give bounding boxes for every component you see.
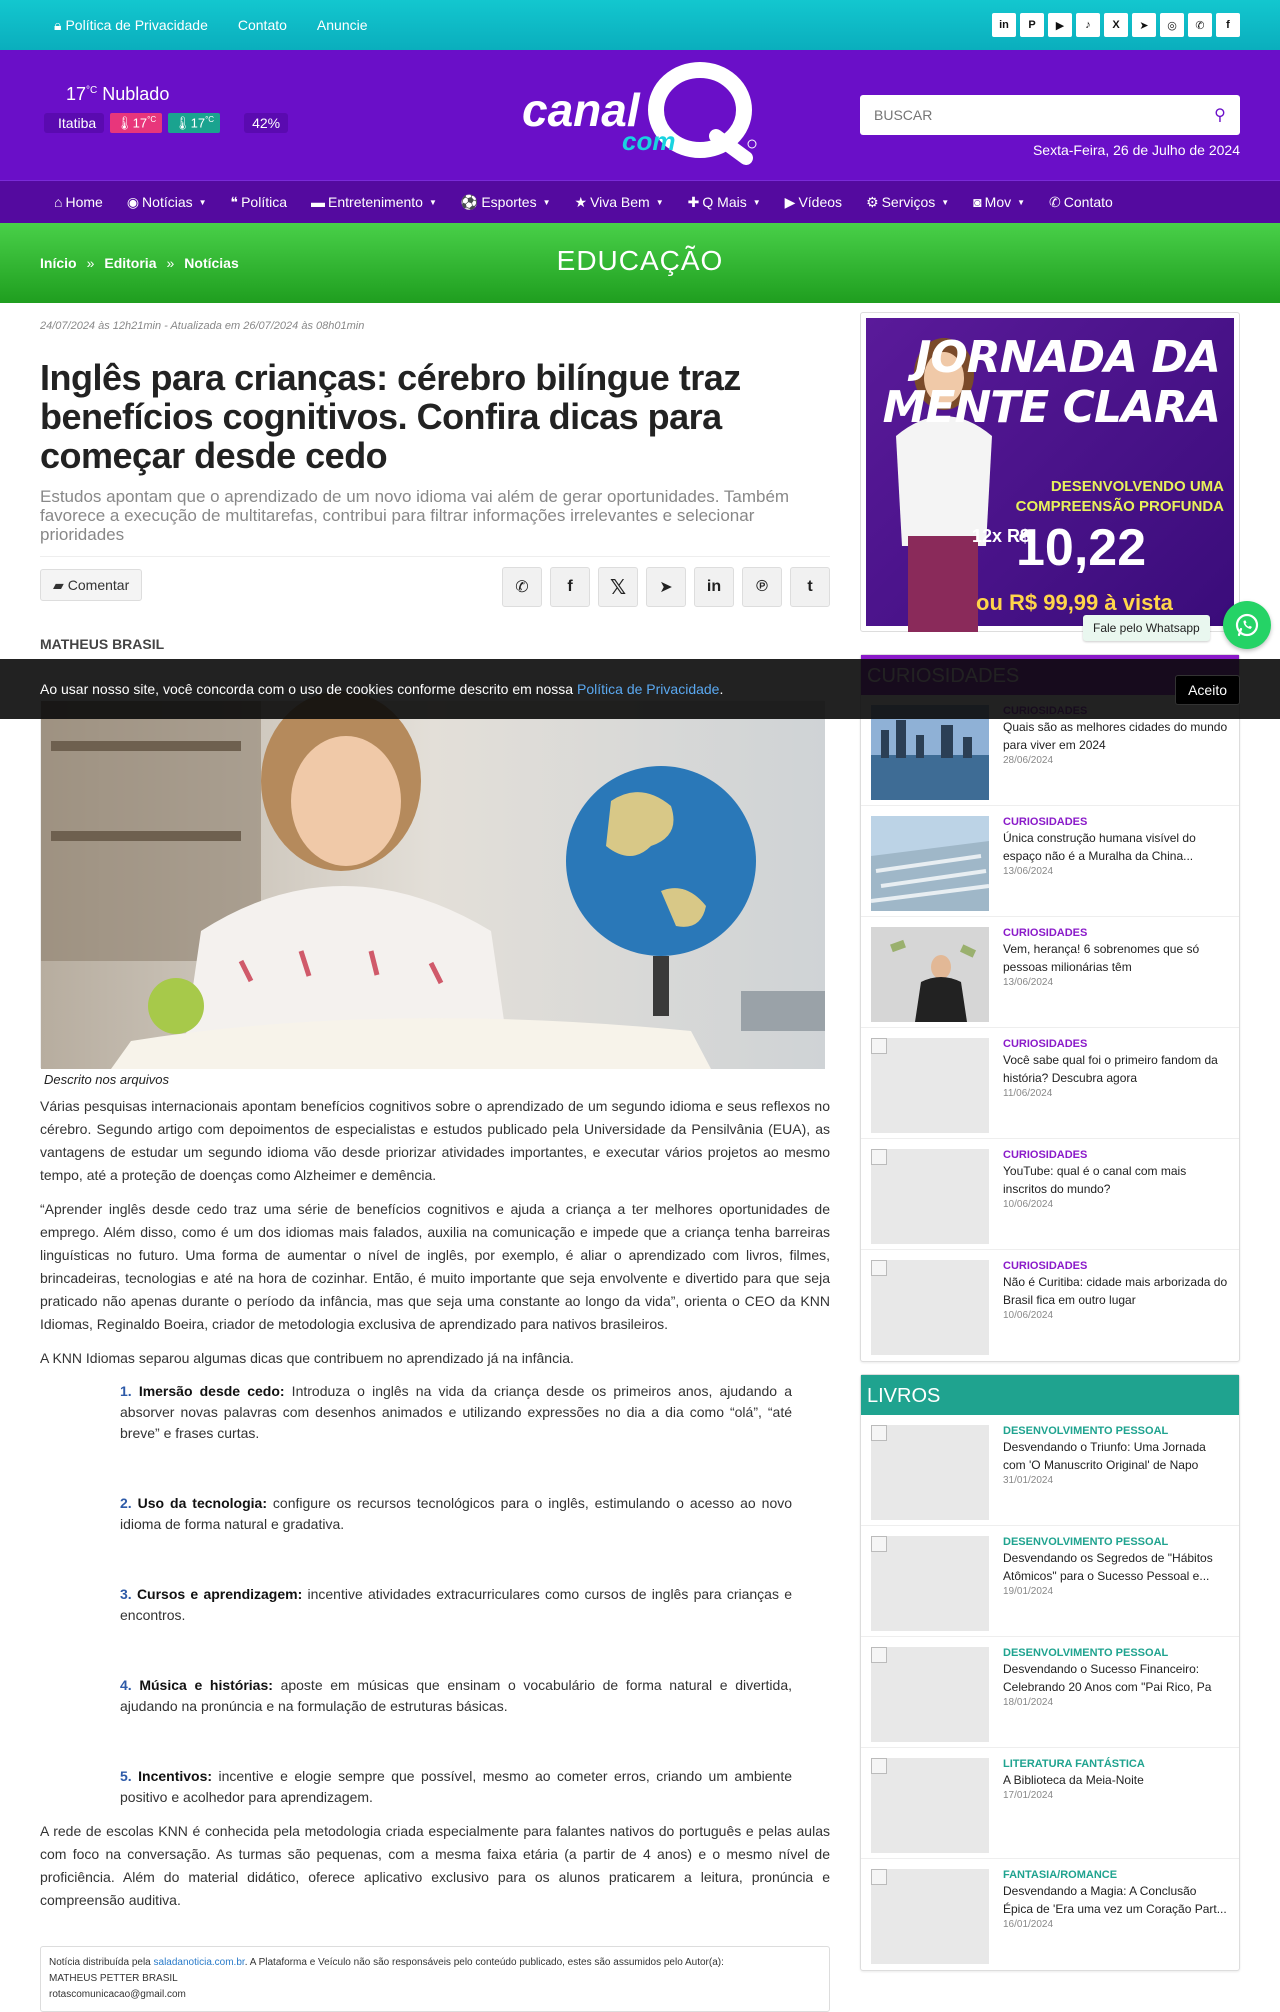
item-category: CURIOSIDADES — [1003, 1260, 1088, 1272]
x-icon: 𝕏 — [609, 576, 627, 599]
thumbnail — [871, 1647, 989, 1742]
item-date: 16/01/2024 — [1003, 1919, 1054, 1930]
list-item[interactable] — [861, 1637, 1239, 1748]
paragraph: A rede de escolas KNN é conhecida pela metodologia criada especialmente para falantes nativos do português e pelas aulas com foco na conversação. As turmas são pequenas, com a mesma faixa etária (a partir de 4 anos) e o mesmo nível de proficiência. Além do material didático, oferece aplicativo exclusivo para os alunos praticarem a leitura, pronúncia e compreensão auditiva. — [40, 1823, 830, 1908]
site-header — [0, 50, 1280, 180]
tiktok-icon[interactable]: ♪ — [1076, 13, 1100, 37]
pinterest-icon[interactable]: P — [1020, 13, 1044, 37]
search-icon: ⚲ — [1214, 107, 1226, 124]
main-nav — [0, 180, 1280, 223]
thumbnail — [871, 816, 989, 911]
tip-item: 5. Incentivos: incentive e elogie sempre que possível, mesmo ao cometer erros, criando um ambiente positivo e acolhedor para aprendizagem. — [120, 1768, 793, 1805]
list-item[interactable] — [861, 917, 1239, 1028]
tip-item: 2. Uso da tecnologia: configure os recursos tecnológicos para o inglês, estimulando o acesso ao novo idioma de forma natural e gradativa. — [120, 1495, 793, 1532]
nav-item-entretenimento[interactable]: ▬ Entretenimento ▼ — [311, 194, 437, 210]
search-input[interactable] — [860, 95, 1200, 135]
article-meta: 24/07/2024 às 12h21min - Atualizada em 26/07/2024 às 08h01min — [40, 320, 365, 332]
advertise-link[interactable]: Anuncie — [316, 17, 368, 33]
caret-down-icon: ▼ — [542, 197, 551, 207]
item-date: 10/06/2024 — [1003, 1199, 1054, 1210]
gear-icon: ⚙ — [866, 193, 879, 210]
item-category: DESENVOLVIMENTO PESSOAL — [1003, 1536, 1169, 1548]
paragraph: “Aprender inglês desde cedo traz uma série de benefícios cognitivos e ajuda a criança a ter melhores oportunidades de emprego. Além disso, como é um dos idiomas mais falados, auxilia na comunicação e impede que a criança tenha barreiras linguísticas no futuro. Uma forma de aumentar o nível de inglês, por exemplo, é aliar o aprendizado com livros, filmes, brincadeiras, tecnologias e até na hora de cozinhar. Então, é muito importante que seja envolvente e divertido para que seja praticado não apenas durante o período da infância, mas que seja uma constante ao longo da vida”, orienta o CEO da KNN Idiomas, Reginaldo Boeira, criador de metodologia exclusiva de aprendizado para nativos brasileiros. — [40, 1201, 830, 1332]
item-date: 17/01/2024 — [1003, 1790, 1054, 1801]
item-title[interactable]: Desvendando a Magia: A Conclusão Épica de 'Era uma vez um Coração Part... — [1003, 1884, 1227, 1916]
search-box — [860, 95, 1240, 135]
whatsapp-icon: ✆ — [515, 579, 529, 596]
paragraph: Várias pesquisas internacionais apontam benefícios cognitivos sobre o aprendizado de um segundo idioma e seus reflexos no cérebro. Segundo artigo com depoimentos de especialistas e estudos publicado pela Universidade da Pensilvânia (EUA), as vantagens de estudar um segundo idioma vão desde priorizar atividades importantes, e executar vários projetos ao mesmo tempo, até a proteção de doenças como Alzheimer e demência. — [40, 1098, 830, 1183]
privacy-link[interactable]: 🔒︎ Política de Privacidade — [54, 16, 208, 33]
share-x-button[interactable] — [598, 567, 638, 607]
telegram-icon[interactable]: ➤ — [1132, 13, 1156, 37]
item-title[interactable]: Desvendando o Sucesso Financeiro: Celebrando 20 Anos com "Pai Rico, Pa — [1003, 1662, 1212, 1694]
sidebar — [860, 312, 1240, 1971]
nav-item-videos[interactable]: ▶ Vídeos — [784, 193, 843, 210]
x-icon[interactable]: X — [1104, 13, 1128, 37]
thumbnail — [871, 927, 989, 1022]
item-title[interactable]: Não é Curitiba: cidade mais arborizada do Brasil fica em outro lugar — [1003, 1275, 1228, 1307]
thumbnail — [871, 1869, 989, 1964]
article-subtitle: Estudos apontam que o aprendizado de um novo idioma vai além de gerar oportunidades. Também favorece a execução de multitarefas, contribui para filtrar informações irrelevantes e selecionar prioridades — [40, 487, 790, 544]
article — [40, 312, 830, 2012]
paragraph: A KNN Idiomas separou algumas dicas que contribuem no aprendizado já na infância. — [40, 1350, 574, 1366]
broken-image-icon — [871, 1536, 887, 1552]
play-icon: ▶ — [784, 193, 796, 210]
instagram-icon[interactable]: ◎ — [1160, 13, 1184, 37]
nav-item-mov[interactable]: ◙ Mov ▼ — [973, 194, 1026, 210]
share-telegram-button[interactable] — [646, 567, 686, 607]
tumblr-icon: t — [807, 578, 813, 595]
nav-item-viva-bem[interactable]: ★ Viva Bem ▼ — [574, 193, 664, 210]
broken-image-icon — [871, 1038, 887, 1054]
quote-icon: ❝ — [230, 193, 239, 210]
broken-image-icon — [871, 1647, 887, 1663]
cookie-privacy-link[interactable]: Política de Privacidade — [577, 681, 720, 697]
share-linkedin-button[interactable] — [694, 567, 734, 607]
rss-icon: ◉ — [126, 193, 140, 210]
item-category: DESENVOLVIMENTO PESSOAL — [1003, 1425, 1169, 1437]
social-icons — [992, 13, 1240, 37]
tip-item: 1. Imersão desde cedo: Introduza o inglês na vida da criança desde os primeiros anos, ajudando a absorver novas palavras com desenhos animados e utilizando expressões no dia a dia como “olá”, “até breve” e frases curtas. — [120, 1383, 793, 1441]
broken-image-icon — [871, 1260, 887, 1276]
item-title[interactable]: Você sabe qual foi o primeiro fandom da história? Descubra agora — [1003, 1053, 1218, 1085]
list-item[interactable] — [861, 1859, 1239, 1970]
nav-item-home[interactable]: ⌂ Home — [54, 194, 103, 210]
chevron-right-icon: » — [86, 255, 95, 271]
item-title[interactable]: A Biblioteca da Meia-Noite — [1003, 1773, 1144, 1787]
breadcrumb-noticias[interactable]: Notícias — [184, 255, 239, 271]
item-date: 10/06/2024 — [1003, 1310, 1054, 1321]
list-item[interactable] — [861, 806, 1239, 917]
item-category: CURIOSIDADES — [1003, 1038, 1088, 1050]
ad-subtitle-line2: COMPREENSÃO PROFUNDA — [1015, 498, 1224, 515]
tip-item: 3. Cursos e aprendizagem: incentive atividades extracurriculares como cursos de inglês para crianças e encontros. — [120, 1586, 792, 1623]
article-photo — [40, 700, 824, 1068]
nav-item-servicos[interactable]: ⚙ Serviços ▼ — [866, 193, 950, 210]
whatsapp-chat-label[interactable]: Fale pelo Whatsapp — [1083, 615, 1210, 641]
weather-condition: Nublado — [102, 84, 170, 104]
star-icon: ★ — [574, 193, 588, 210]
tips-list — [120, 1381, 792, 1808]
comment-button[interactable]: ▰ Comentar — [40, 569, 142, 601]
weather-unit: °C — [86, 85, 98, 96]
chevron-right-icon: » — [166, 255, 175, 271]
caret-down-icon: ▼ — [198, 197, 207, 207]
lock-icon: 🔒︎ — [54, 16, 62, 33]
caret-down-icon: ▼ — [941, 197, 950, 207]
share-facebook-button[interactable] — [550, 567, 590, 607]
whatsapp-icon — [1234, 612, 1260, 638]
item-date: 19/01/2024 — [1003, 1586, 1054, 1597]
comment-icon: ▰ — [53, 576, 64, 593]
thermometer-icon: 🌡︎ — [116, 115, 133, 131]
broken-image-icon — [871, 1758, 887, 1774]
item-title[interactable]: Desvendando os Segredos de "Hábitos Atômicos" para o Sucesso Pessoal e... — [1003, 1551, 1213, 1583]
curiosidades-panel — [860, 654, 1240, 1362]
item-title[interactable]: Quais são as melhores cidades do mundo para viver em 2024 — [1003, 720, 1228, 752]
weather-city: Itatiba — [44, 113, 104, 133]
share-bar — [40, 556, 830, 618]
canalq-logo[interactable] — [520, 62, 760, 162]
breadcrumb-editoria[interactable]: Editoria — [104, 255, 157, 271]
item-title[interactable]: Única construção humana visível do espaço não é a Muralha da China... — [1003, 831, 1196, 863]
weather-humidity: 42% — [244, 113, 288, 133]
broken-image-icon — [871, 1869, 887, 1885]
weather-min: $🌡︎17^{^\circ C}$ — [168, 113, 220, 133]
article-author: MATHEUS BRASIL — [40, 636, 165, 652]
item-date: 11/06/2024 — [1003, 1088, 1053, 1099]
list-item[interactable] — [861, 1028, 1239, 1139]
thumbnail — [871, 705, 989, 800]
facebook-icon: f — [567, 578, 573, 595]
photo-caption: Descrito nos arquivos — [44, 1072, 169, 1087]
section-band — [0, 223, 1280, 303]
item-date: 28/06/2024 — [1003, 755, 1054, 766]
thumbnail — [871, 1149, 989, 1244]
caret-down-icon: ▼ — [752, 197, 761, 207]
share-pinterest-button[interactable] — [742, 567, 782, 607]
list-item[interactable] — [861, 1415, 1239, 1526]
ad-title-line1: JORNADA DA — [914, 332, 1220, 383]
weather-max: $🌡︎17^{^\circ C}$ — [110, 113, 162, 133]
linkedin-icon: in — [706, 578, 722, 595]
thumbnail — [871, 1260, 989, 1355]
source-notice: Notícia distribuída pela saladanoticia.com.br. A Plataforma e Veículo não são responsáveis pelo conteúdo publicado, estes são assumidos pelo Autor(a): MATHEUS PETTER BRASIL rotascomunicacao@gmail.com — [40, 1946, 830, 2012]
home-icon: ⌂ — [54, 194, 63, 210]
youtube-icon[interactable]: ▶ — [1048, 13, 1072, 37]
list-item[interactable] — [861, 1250, 1239, 1361]
top-bar — [0, 0, 1280, 50]
nav-item-contato[interactable]: ✆ Contato — [1049, 193, 1113, 210]
caret-down-icon: ▼ — [1017, 197, 1026, 207]
cookie-text: Ao usar nosso site, você concorda com o uso de cookies conforme descrito em nossa — [40, 681, 574, 697]
share-tumblr-button[interactable] — [790, 567, 830, 607]
telegram-icon: ➤ — [659, 579, 673, 596]
phone-icon: ✆ — [1049, 193, 1061, 210]
list-item[interactable] — [861, 1526, 1239, 1637]
whatsapp-icon[interactable]: ✆ — [1188, 13, 1212, 37]
nav-item-esportes[interactable]: ⚽ Esportes ▼ — [460, 193, 551, 210]
ad-title-line2: MENTE CLARA — [882, 382, 1220, 433]
coffee-icon: ▬ — [311, 194, 326, 210]
ad-price: 10,22 — [1016, 519, 1147, 577]
contact-link[interactable]: Contato — [237, 17, 287, 33]
cookie-accept-button[interactable]: Aceito — [1175, 675, 1240, 705]
article-title: Inglês para crianças: cérebro bilíngue traz benefícios cognitivos. Confira dicas para começar desde cedo — [40, 357, 741, 476]
section-title: EDUCAÇÃO — [556, 245, 724, 276]
item-date: 13/06/2024 — [1003, 977, 1054, 988]
source-link[interactable]: saladanoticia.com.br — [153, 1957, 245, 1968]
search-button[interactable] — [1200, 95, 1240, 135]
source-email: rotascomunicacao@gmail.com — [49, 1989, 186, 2000]
top-links — [54, 17, 368, 34]
caret-down-icon: ▼ — [428, 197, 437, 207]
thumbnail — [871, 1536, 989, 1631]
pinterest-icon: ℗ — [756, 578, 768, 595]
thumbnail — [871, 1038, 989, 1133]
item-category: LITERATURA FANTÁSTICA — [1003, 1758, 1145, 1770]
thumbnail — [871, 1425, 989, 1520]
item-category: CURIOSIDADES — [1003, 816, 1088, 828]
item-title[interactable]: YouTube: qual é o canal com mais inscritos do mundo? — [1003, 1164, 1187, 1196]
girl-reading-image — [41, 701, 825, 1069]
ad-banner[interactable] — [860, 312, 1240, 632]
item-date: 31/01/2024 — [1003, 1475, 1054, 1486]
nav-item-noticias[interactable]: ◉ Notícias ▼ — [126, 193, 207, 210]
ad-installments: 12x R$ — [972, 526, 1031, 546]
broken-image-icon — [871, 1149, 887, 1165]
nav-item-politica[interactable]: ❝ Política — [230, 193, 288, 210]
weather-widget — [44, 84, 288, 133]
soccer-ball-icon: ⚽ — [460, 193, 479, 210]
list-item[interactable] — [861, 1748, 1239, 1859]
nav-item-q-mais[interactable]: ✚ Q Mais ▼ — [687, 193, 761, 210]
facebook-icon[interactable]: f — [1216, 13, 1240, 37]
item-title[interactable]: Vem, herança! 6 sobrenomes que só pessoas milionárias têm — [1003, 942, 1200, 974]
caret-down-icon: ▼ — [655, 197, 664, 207]
thumbnail — [871, 1758, 989, 1853]
cookie-banner: Ao usar nosso site, você concorda com o uso de cookies conforme descrito em nossa Política de Privacidade . Aceito — [0, 659, 1280, 719]
thermometer-icon: 🌡︎ — [174, 115, 191, 131]
breadcrumb-inicio[interactable]: Início — [40, 255, 77, 271]
share-buttons — [502, 567, 830, 607]
whatsapp-chat-button[interactable] — [1223, 601, 1271, 649]
article-body — [40, 1095, 830, 1912]
livros-title: LIVROS — [861, 1375, 1239, 1415]
ad-subtitle-line1: DESENVOLVENDO UMA — [1050, 478, 1224, 495]
current-date: Sexta-Feira, 26 de Julho de 2024 — [1032, 142, 1240, 158]
share-whatsapp-button[interactable] — [502, 567, 542, 607]
item-category: CURIOSIDADES — [1003, 1149, 1088, 1161]
linkedin-icon[interactable]: in — [992, 13, 1016, 37]
item-category: FANTASIA/ROMANCE — [1003, 1869, 1118, 1881]
broken-image-icon — [871, 1425, 887, 1441]
source-author: MATHEUS PETTER BRASIL — [49, 1973, 178, 1984]
livros-panel — [860, 1374, 1240, 1971]
item-date: 18/01/2024 — [1003, 1697, 1054, 1708]
user-plus-icon: ✚ — [687, 193, 700, 210]
ad-cash-price: ou R$ 99,99 à vista — [976, 590, 1173, 615]
item-category: CURIOSIDADES — [1003, 927, 1088, 939]
svg-text:com: com — [622, 126, 676, 156]
item-title[interactable]: Desvendando o Triunfo: Uma Jornada com 'O Manuscrito Original' de Napo — [1003, 1440, 1206, 1472]
camera-icon: ◙ — [973, 194, 982, 210]
list-item[interactable] — [861, 1139, 1239, 1250]
tip-item: 4. Música e histórias: aposte em músicas que ensinam o vocabulário de forma natural e divertida, ajudando na pronúncia e na formulação de estruturas básicas. — [120, 1677, 793, 1714]
svg-text:canal: canal — [522, 84, 640, 136]
item-date: 13/06/2024 — [1003, 866, 1054, 877]
weather-temp: 17 — [66, 84, 87, 104]
item-category: DESENVOLVIMENTO PESSOAL — [1003, 1647, 1169, 1659]
